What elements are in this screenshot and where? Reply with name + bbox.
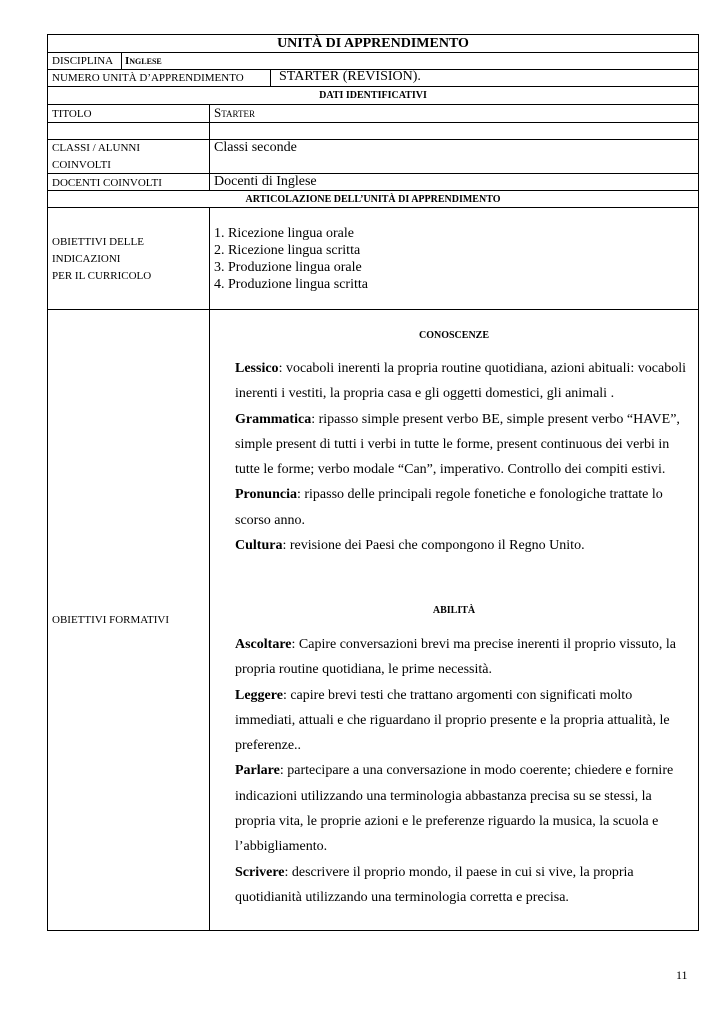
abilita-section (235, 632, 695, 910)
obiettivi-indicazioni-label-line1: OBIETTIVI DELLE (52, 236, 144, 248)
disciplina-value: Inglese (125, 55, 162, 67)
conoscenze-grammatica: Grammatica: ripasso simple present verbo BE, simple present verbo “HAVE”, simple present di tutti i verbi in tutte le forme, present continuous dei verbi in tutte le forme; verbo modale “Can”, imperativo. Controllo dei compiti estivi. (235, 411, 680, 478)
list-item: 1. Ricezione lingua orale (214, 226, 354, 241)
conoscenze-cultura: Cultura: revisione dei Paesi che compongono il Regno Unito. (235, 538, 585, 554)
list-item: 3. Produzione lingua orale (214, 260, 362, 275)
conoscenze-pronuncia: Pronuncia: ripasso delle principali regole fonetiche e fonologiche trattate lo scorso anno. (235, 487, 663, 528)
articolazione-header: ARTICOLAZIONE DELL’UNITÀ DI APPRENDIMENTO (245, 194, 501, 205)
titolo-label: TITOLO (52, 108, 92, 120)
abilita-scrivere: Scrivere: descrivere il proprio mondo, il paese in cui si vive, la propria quotidianità utilizzando una terminologia corretta e precisa. (235, 864, 634, 905)
list-item: 2. Ricezione lingua scritta (214, 243, 361, 258)
docenti-value: Docenti di Inglese (214, 174, 317, 189)
page-number: 11 (676, 968, 688, 982)
abilita-parlare: Parlare: partecipare a una conversazione in modo coerente; chiedere e fornire indicazioni utilizzando una terminologia abbastanza precisa su se stessi, la propria vita, le proprie azioni e le preferenze riguardo la musica, la scuola e l’abbigliamento. (235, 763, 674, 855)
abilita-heading: ABILITÀ (432, 605, 476, 616)
obiettivi-indicazioni-label-line3: PER IL CURRICOLO (52, 270, 152, 282)
numero-label: NUMERO UNITÀ D’APPRENDIMENTO (52, 72, 244, 84)
abilita-leggere: Leggere: capire brevi testi che trattano argomenti con significati molto immediati, attuali e che riguardano il proprio presente e la propria attualità, le preferenze.. (235, 687, 670, 754)
numero-value: STARTER (REVISION). (279, 69, 421, 84)
obiettivi-indicazioni-label-line2: INDICAZIONI (52, 253, 121, 265)
abilita-ascoltare: Ascoltare: Capire conversazioni brevi ma precise inerenti il proprio vissuto, la propria routine quotidiana, le prime necessità. (235, 637, 676, 678)
conoscenze-heading: CONOSCENZE (418, 330, 489, 341)
objectives-list (214, 225, 368, 293)
classi-value: Classi seconde (214, 140, 297, 155)
titolo-value: Starter (214, 105, 255, 120)
classi-label-line1: CLASSI / ALUNNI (52, 142, 141, 154)
conoscenze-lessico: Lessico: vocaboli inerenti la propria routine quotidiana, azioni abituali: vocaboli inerenti i vestiti, la propria casa e gli oggetti domestici, gli animali . (235, 361, 686, 402)
docenti-label: DOCENTI COINVOLTI (52, 177, 162, 189)
list-item: 4. Produzione lingua scritta (214, 277, 368, 292)
classi-label-line2: COINVOLTI (52, 159, 111, 171)
page-title: UNITÀ DI APPRENDIMENTO (277, 36, 469, 51)
conoscenze-section (235, 356, 695, 558)
obiettivi-formativi-label: OBIETTIVI FORMATIVI (52, 614, 170, 626)
dati-identificativi-header: DATI IDENTIFICATIVI (319, 90, 427, 101)
disciplina-label: DISCIPLINA (52, 55, 114, 67)
